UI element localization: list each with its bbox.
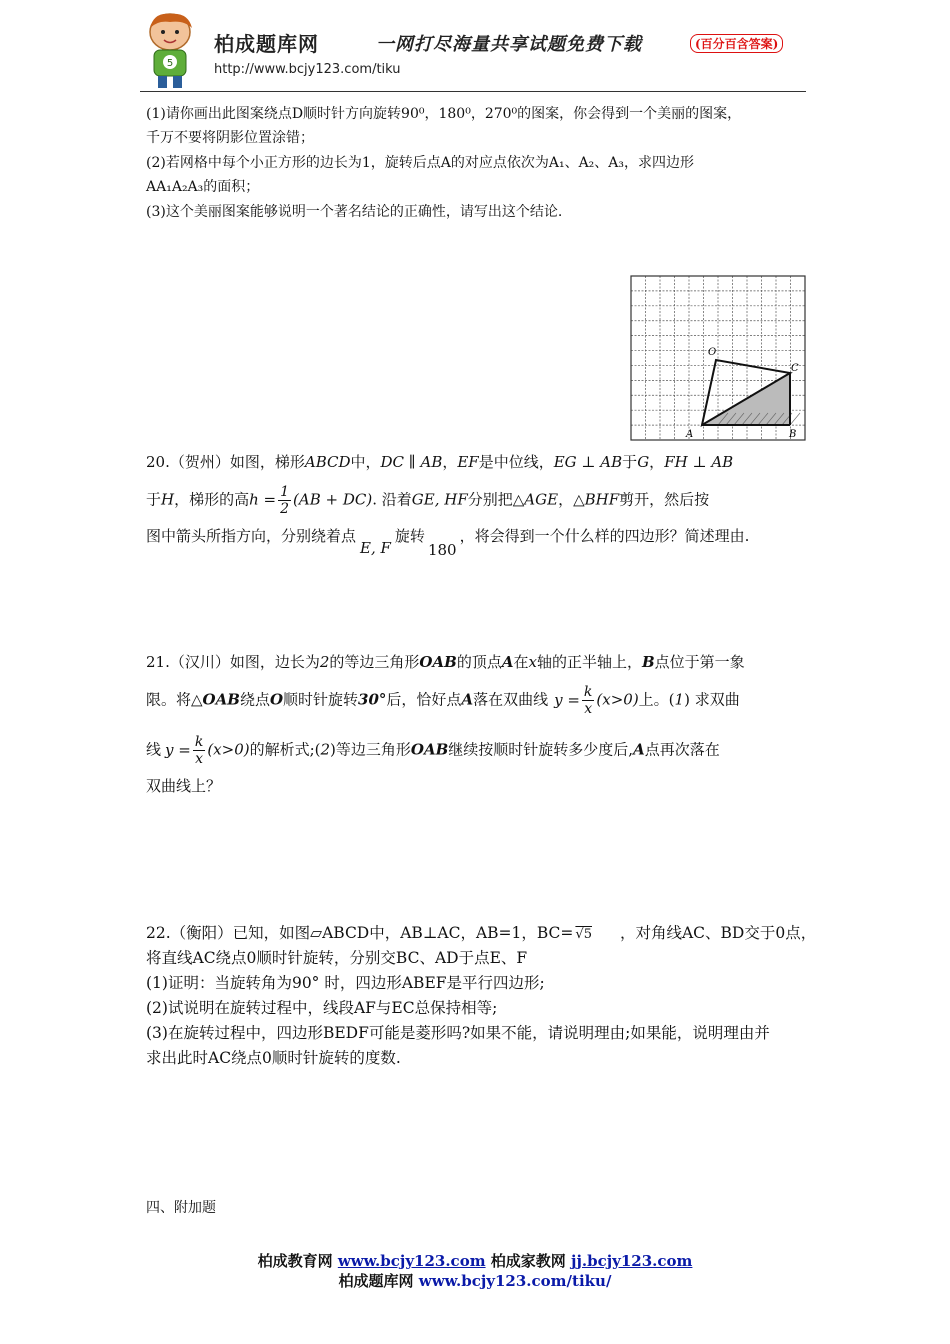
footer-link-tiku[interactable]: www.bcjy123.com/tiku/ [418,1272,612,1290]
q22-line4: (2)试说明在旋转过程中，线段AF与EC总保持相等; [146,999,498,1017]
fig-label-b: B [789,429,797,440]
q20-line1: 20.（贺州）如图，梯形ABCD中，DC ∥ AB，EF是中位线，EG ⊥ AB于G，FH ⊥ AB [146,453,734,471]
site-title: 柏成题库网 [214,32,319,56]
fig-label-o: O [708,347,717,358]
site-slogan: 一网打尽海量共享试题免费下载 [376,34,642,55]
q21-line1: 21.（汉川）如图，边长为2的等边三角形OAB的顶点A在x轴的正半轴上，B点位于第一象 [146,653,745,671]
q22-line2: 将直线AC绕点0顺时针旋转，分别交BC、AD于点E、F [146,949,528,967]
q19-line4: AA₁A₂A₃的面积； [146,179,260,195]
fraction-half: $\frac{1}{2}$ [280,484,290,517]
footer-line1: 柏成教育网 www.bcjy123.com 柏成家教网 jj.bcjy123.com [257,1252,693,1270]
fig-label-a: A [686,429,694,440]
svg-text:5: 5 [166,58,174,69]
q19-line1: (1)请你画出此图案绕点D顺时针方向旋转90⁰，180⁰，270⁰的图案，你会得到一个美丽的图案， [146,106,742,122]
q22-line6: 求出此时AC绕点0顺时针旋转的度数. [146,1049,401,1067]
q20-line2: 于H，梯形的高h = $\frac{1}{2}$ (AB + DC). 沿着GE, HF分别把△AGE，△BHF剪开，然后按 [146,484,710,517]
header-divider [140,91,806,92]
q22-line3: (1)证明：当旋转角为90° 时，四边形ABEF是平行四边形; [146,974,545,992]
q21-line3: 线 y = $\frac{k}{x}$ (x>0)的解析式;(2)等边三角形OAB继续按顺时针旋转多少度后,A点再次落在 [146,734,720,767]
answer-badge: (百分百含答案) [690,34,783,53]
q20-line3: 图中箭头所指方向，分别绕着点E, F旋转180，将会得到一个什么样的四边形？简述理由. [146,527,750,559]
q19-line3: (2)若网格中每个小正方形的边长为1，旋转后点A的对应点依次为A₁、A₂、A₃，求四边形 [146,155,695,171]
q22-line1: 22.（衡阳）已知，如图▱ABCD中，AB⊥AC，AB=1，BC= √5 ，对角线AC、BD交于0点， [146,924,817,942]
q22-line5: (3)在旋转过程中，四边形BEDF可能是菱形吗?如果不能，请说明理由;如果能，说明理由并 [146,1024,770,1042]
header-url[interactable]: http://www.bcjy123.com/tiku [214,62,401,77]
q19-line2: 千万不要将阴影位置涂错； [146,130,314,146]
q21-line2: 限。将△OAB绕点O顺时针旋转30°后，恰好点A落在双曲线 y = $\frac{k}{x}$ (x>0)上。(1) 求双曲 [146,684,740,717]
section-heading-4: 四、附加题 [146,1200,216,1216]
q19-line5: (3)这个美丽图案能够说明一个著名结论的正确性，请写出这个结论. [146,204,563,220]
footer-link-jj[interactable]: jj.bcjy123.com [571,1252,693,1270]
fig-label-c: C [791,363,799,374]
q21-line4: 双曲线上？ [146,777,222,795]
footer-link-main[interactable]: www.bcjy123.com [337,1252,486,1270]
q19-grid-figure [628,273,808,443]
footer-line2: 柏成题库网 www.bcjy123.com/tiku/ [338,1272,612,1290]
mascot-logo [140,10,200,90]
